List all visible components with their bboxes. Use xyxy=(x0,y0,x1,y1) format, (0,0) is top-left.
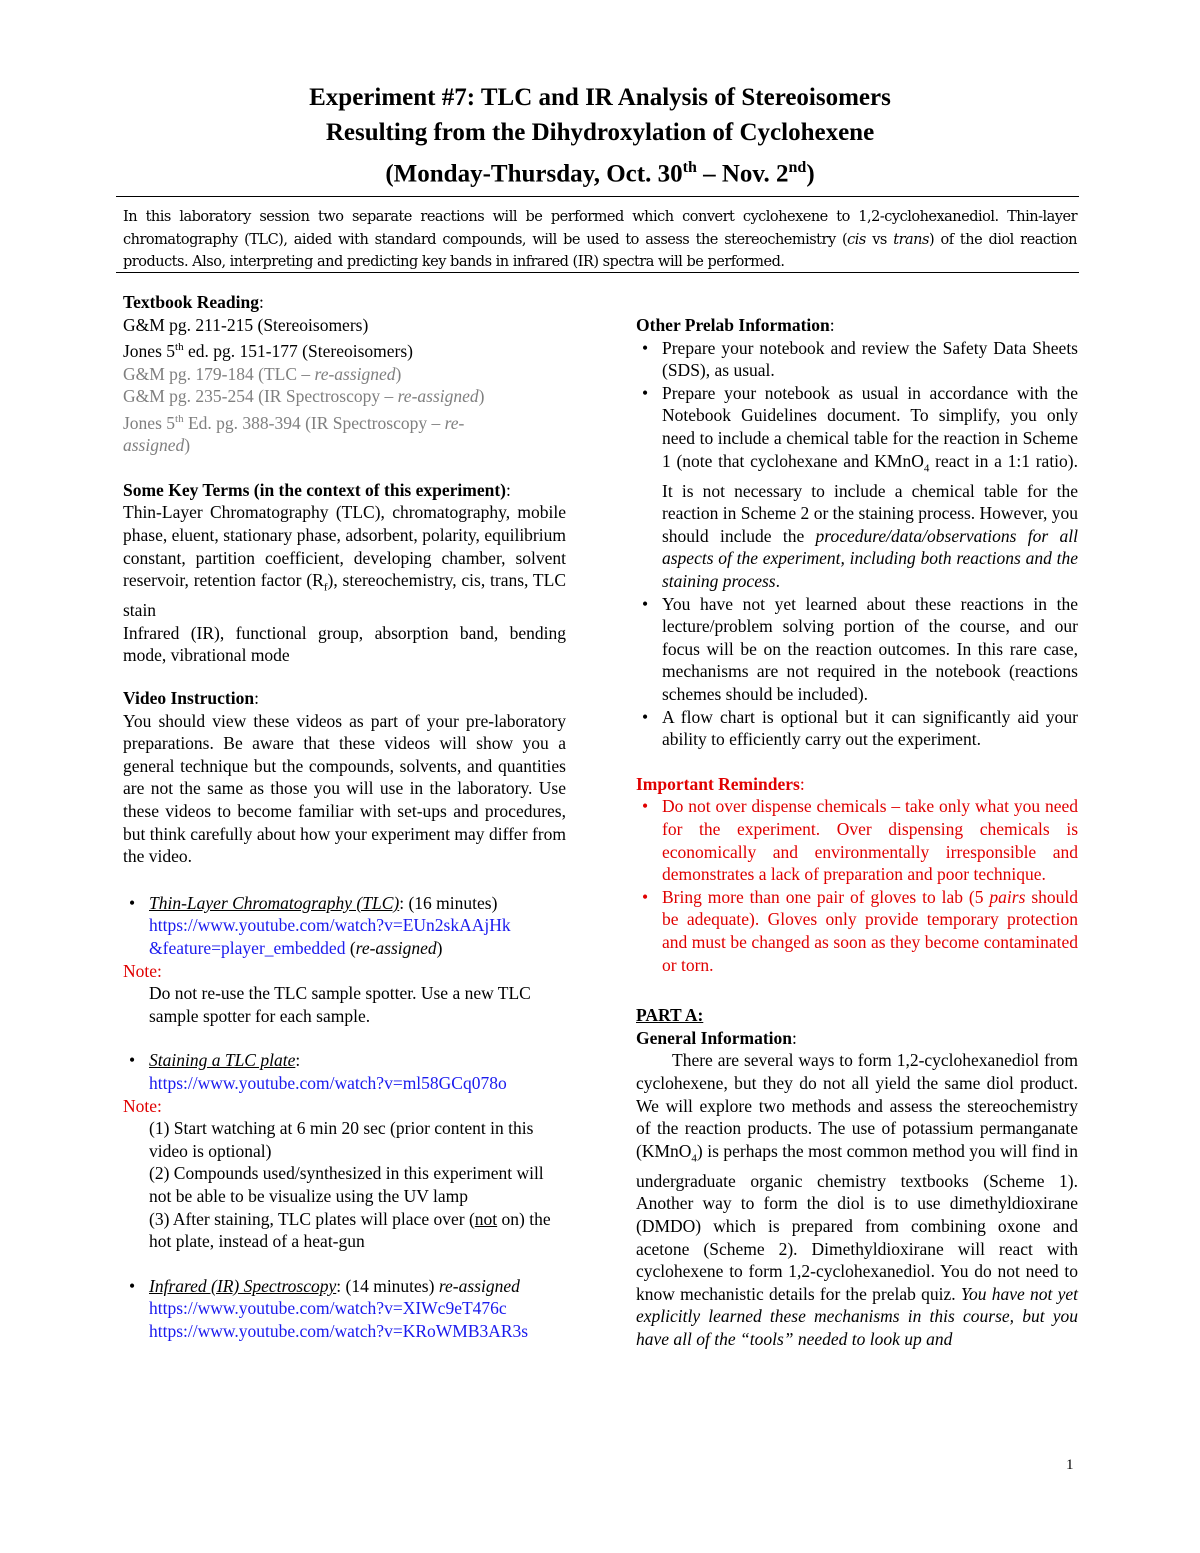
prelab-item: • Prepare your notebook as usual in accordance with the Notebook Guidelines document. To simplify, you only need to include a chemical table for the reaction in Scheme 1 (note that cyclohexane and KMnO$_4$ react in a 1:1 ratio). It is not necessary to include a chemical table for the reaction in Scheme 2 or the staining process. However, you should include the procedure/data/observations for all aspects of the experiment, including both reactions and the staining process. xyxy=(636,382,1078,593)
intro-paragraph: In this laboratory session two separate reactions will be performed which convert cyclohexene to 1,2-cyclohexanediol. Thin-layer chromatography (TLC), aided with standard compounds, will be used to assess the stereochemistry (cis vs trans) of the diol reaction products. Also, interpreting and predicting key bands in infrared (IR) spectra will be performed. xyxy=(123,209,1077,270)
video-instruction-body: You should view these videos as part of your pre-laboratory preparations. Be aware that these videos will show you a general technique but the compounds, solvents, and quantities are not the same as those you will use in the laboratory. Use these videos to become familiar with set-ups and procedures, but think carefully about how your experiment may differ from the video. xyxy=(123,710,566,867)
key-terms-ir: Infrared (IR), functional group, absorption band, bending mode, vibrational mode xyxy=(123,622,566,666)
video-tlc: • Thin-Layer Chromatography (TLC): (16 minutes) https://www.youtube.com/watch?v=EUn2skAAjHk &feature=player_embedded (re-assigned) xyxy=(123,892,566,960)
reading-line: Jones 5th ed. pg. 151-177 (Stereoisomers) xyxy=(123,341,413,362)
key-terms-heading: Some Key Terms (in the context of this experiment): xyxy=(123,479,511,500)
general-info-heading: General Information: xyxy=(636,1027,797,1048)
staining-video-title: Staining a TLC plate xyxy=(149,1050,296,1071)
note-label: Note: xyxy=(123,960,162,981)
left-column xyxy=(123,291,566,1343)
reading-line: G&M pg. 211-215 (Stereoisomers) xyxy=(123,314,369,335)
part-a-heading: PART A: xyxy=(636,1005,704,1026)
reading-line: G&M pg. 235-254 (IR Spectroscopy – re-assigned) xyxy=(123,386,485,407)
staining-note-3: (3) After staining, TLC plates will place over (not on) the hot plate, instead of a heat-gun xyxy=(149,1208,551,1252)
prelab-item: • You have not yet learned about these reactions in the lecture/problem solving portion of the course, and our focus will be on the reaction outcomes. In this rare case, mechanisms are not required in the notebook (reactions schemes should be included). xyxy=(636,593,1078,706)
note-label: Note: xyxy=(123,1095,162,1116)
reading-line: Jones 5th Ed. pg. 388-394 (IR Spectroscopy – re- assigned) xyxy=(123,412,465,456)
reminder-item: • Bring more than one pair of gloves to lab (5 pairs should be adequate). Gloves only provide temporary protection and must be changed as soon as they become contaminated or torn. xyxy=(636,886,1078,976)
staining-video-link[interactable]: https://www.youtube.com/watch?v=ml58GCq078o xyxy=(149,1072,507,1093)
ir-video-title: Infrared (IR) Spectroscopy xyxy=(149,1275,337,1296)
video-staining: • Staining a TLC plate: https://www.youtube.com/watch?v=ml58GCq078o xyxy=(123,1049,566,1094)
video-instruction-heading: Video Instruction: xyxy=(123,688,259,709)
title-line-3: (Monday-Thursday, Oct. 30th – Nov. 2nd) xyxy=(385,159,815,188)
ir-video-link-1[interactable]: https://www.youtube.com/watch?v=XIWc9eT476c xyxy=(149,1298,507,1319)
staining-note-1: (1) Start watching at 6 min 20 sec (prior content in this video is optional) xyxy=(149,1118,534,1161)
right-column xyxy=(636,314,1078,1351)
prelab-heading: Other Prelab Information: xyxy=(636,315,835,335)
part-a-paragraph: There are several ways to form 1,2-cyclohexanediol from cyclohexene, but they do not all yield the same diol product. We will explore two methods and assess the stereochemistry of the reaction products. The use of potassium permanganate (KMnO$_4$) is perhaps the most common method you will find in undergraduate organic chemistry textbooks (Scheme 1). Another way to form the diol is to use dimethyldioxirane (DMDO) which is prepared from combining oxone and acetone (Scheme 2). Dimethyldioxirane will react with cyclohexene to form 1,2-cyclohexanediol. You do not need to know mechanistic details for the prelab quiz. You have not yet explicitly learned these mechanisms in this course, but you have all of the “tools” needed to look up and xyxy=(636,1050,1079,1349)
prelab-item: • A flow chart is optional but it can significantly aid your ability to efficiently carry out the experiment. xyxy=(636,706,1078,751)
ir-video-link-2[interactable]: https://www.youtube.com/watch?v=KRoWMB3AR3s xyxy=(149,1320,529,1341)
video-ir: • Infrared (IR) Spectroscopy: (14 minutes) re-assigned https://www.youtube.com/watch?v=XIWc9eT476c https://www.youtube.com/watch?v=KRoWMB3AR3s xyxy=(123,1275,566,1343)
staining-note-2: (2) Compounds used/synthesized in this experiment will not be able to be visualize using the UV lamp xyxy=(149,1163,544,1206)
tlc-video-title: Thin-Layer Chromatography (TLC) xyxy=(149,892,400,913)
bottom-rule xyxy=(116,272,1079,273)
tlc-note: Do not re-use the TLC sample spotter. Use a new TLC sample spotter for each sample. xyxy=(149,983,531,1026)
reading-line: G&M pg. 179-184 (TLC – re-assigned) xyxy=(123,363,402,384)
key-terms-tlc: Thin-Layer Chromatography (TLC), chromatography, mobile phase, eluent, stationary phase, adsorbent, polarity, equilibrium constant, partition coefficient, developing chamber, solvent reservoir, retention factor $(R_f)$, stereochemistry, cis, trans, TLC stain xyxy=(123,502,566,621)
title-line-1: Experiment #7: TLC and IR Analysis of Stereoisomers xyxy=(309,84,891,111)
reminders-list xyxy=(636,795,1078,976)
top-rule xyxy=(116,196,1079,197)
textbook-reading-heading: Textbook Reading: xyxy=(123,292,264,312)
tlc-video-link[interactable]: https://www.youtube.com/watch?v=EUn2skAAjHk &feature=player_embedded xyxy=(149,915,511,958)
page-number: 1 xyxy=(1066,1457,1074,1473)
reminders-heading: Important Reminders: xyxy=(636,773,805,794)
prelab-list xyxy=(636,337,1078,751)
prelab-item: • Prepare your notebook and review the Safety Data Sheets (SDS), as usual. xyxy=(636,337,1078,382)
title-line-2: Resulting from the Dihydroxylation of Cyclohexene xyxy=(325,119,875,146)
reminder-item: • Do not over dispense chemicals – take only what you need for the experiment. Over dispensing chemicals is economically and environmentally irresponsible and demonstrates a lack of preparation and poor technique. xyxy=(636,795,1078,885)
